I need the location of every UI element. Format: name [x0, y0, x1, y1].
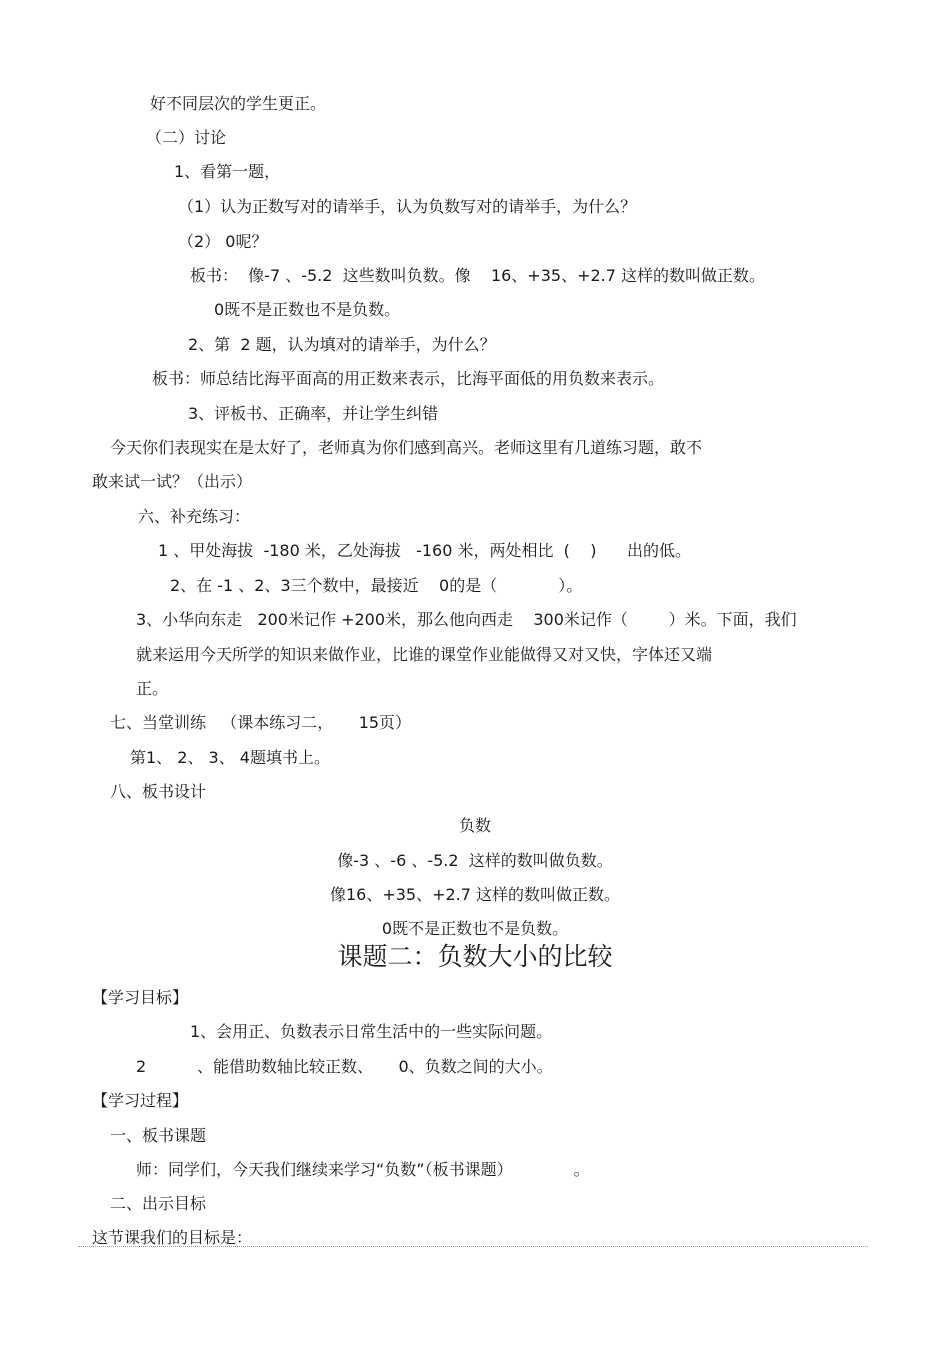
- text-line: 2、在 -1 、2、3三个数中，最接近 0的是（ ）。: [170, 576, 583, 595]
- text-line: （2） 0呢？: [178, 232, 268, 251]
- text-line: 2 、能借助数轴比较正数、 0、负数之间的大小。: [136, 1057, 553, 1076]
- text-line: 板书：师总结比海平面高的用正数来表示，比海平面低的用负数来表示。: [152, 369, 665, 388]
- text-line: （1）认为正数写对的请举手，认为负数写对的请举手，为什么？: [178, 197, 637, 216]
- board-line: 像16、+35、+2.7 这样的数叫做正数。: [329, 885, 621, 904]
- section-heading: 二、出示目标: [110, 1194, 207, 1213]
- board-line: 像-3 、-6 、-5.2 这样的数叫做负数。: [337, 851, 613, 870]
- text-line: 今天你们表现实在是太好了，老师真为你们感到高兴。老师这里有几道练习题，敢不: [110, 438, 703, 457]
- text-line: 0既不是正数也不是负数。: [214, 300, 401, 319]
- board-line: 0既不是正数也不是负数。: [381, 919, 569, 938]
- text-line: 1、看第一题，: [174, 162, 281, 181]
- section-heading: 【学习过程】: [92, 1091, 189, 1110]
- text-line: 3、评板书、正确率，并让学生纠错: [188, 404, 439, 423]
- text-line: 敢来试一试？（出示）: [92, 472, 253, 491]
- section-heading: 八、板书设计: [110, 782, 207, 801]
- text-line: 正。: [136, 679, 169, 698]
- text-line: 就来运用今天所学的知识来做作业，比谁的课堂作业能做得又对又快，字体还又端: [136, 645, 713, 664]
- section-heading: 六、补充练习：: [138, 507, 251, 526]
- text-line: 板书： 像-7 、-5.2 这些数叫负数。像 16、+35、+2.7 这样的数叫做正数。: [190, 266, 766, 285]
- board-title: 负数: [458, 816, 491, 835]
- text-line: 2、第 2 题，认为填对的请举手，为什么？: [188, 335, 496, 354]
- section-heading: 一、板书课题: [110, 1126, 207, 1145]
- section-heading: 七、当堂训练 （课本练习二， 15页）: [110, 713, 412, 732]
- text-line: 1、会用正、负数表示日常生活中的一些实际问题。: [190, 1022, 553, 1041]
- section-heading: （二）讨论: [146, 128, 227, 147]
- text-line: 这节课我们的目标是：: [92, 1228, 253, 1247]
- text-line: 1 、甲处海拔 -180 米，乙处海拔 -160 米，两处相比 ( ) 出的低。: [158, 541, 692, 560]
- section-heading: 【学习目标】: [92, 988, 189, 1007]
- text-line: 好不同层次的学生更正。: [150, 94, 327, 113]
- text-line: 3、小华向东走 200米记作 +200米，那么他向西走 300米记作（ ）米。下面，我们: [136, 610, 797, 629]
- lesson-title: 课题二：负数大小的比较: [337, 942, 613, 971]
- text-line: 师：同学们，今天我们继续来学习“负数”（板书课题） 。: [136, 1160, 590, 1179]
- page-divider: [78, 1246, 868, 1247]
- text-line: 第1、 2、 3、 4题填书上。: [130, 748, 330, 767]
